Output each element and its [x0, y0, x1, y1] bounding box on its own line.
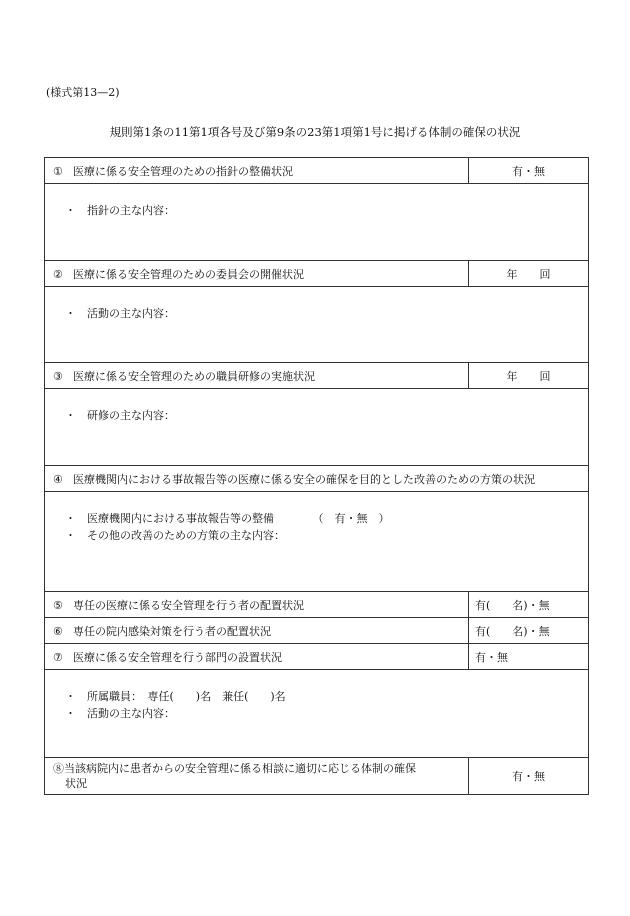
- bullet: ・: [65, 204, 76, 217]
- item-1-number: ①: [53, 164, 63, 178]
- item-2-detail-row: [45, 287, 589, 363]
- item-4-label: 医療機関内における事故報告等の医療に係る安全の確保を目的とした改善のための方策の状況: [73, 472, 535, 486]
- detail-text: 活動の主な内容：: [87, 707, 175, 720]
- item-6-label-cell: [45, 618, 469, 644]
- item-1-answer: 有・無: [469, 158, 589, 184]
- item-8-number: ⑧: [53, 762, 64, 775]
- item-3-number: ③: [53, 369, 63, 383]
- item-4-row: [45, 466, 589, 492]
- status-table: [44, 157, 589, 795]
- item-3-label-cell: [45, 363, 469, 389]
- page-title: 規則第1条の11第1項各号及び第9条の23第1項第1号に掲げる体制の確保の状況: [109, 125, 521, 139]
- detail-text: 活動の主な内容：: [87, 307, 175, 320]
- detail-line: [65, 510, 588, 527]
- item-5-label: 専任の医療に係る安全管理を行う者の配置状況: [73, 598, 304, 612]
- item-5-answer: 有( 名)・無: [469, 592, 589, 618]
- bullet: ・: [65, 409, 76, 422]
- item-2-number: ②: [53, 267, 63, 281]
- item-7-row: [45, 644, 589, 670]
- item-6-label: 専任の院内感染対策を行う者の配置状況: [73, 624, 271, 638]
- bullet: ・: [65, 707, 76, 720]
- item-8-label-line2: 状況: [65, 777, 87, 790]
- detail-text: 指針の主な内容：: [87, 204, 175, 217]
- item-7-detail: [45, 670, 589, 758]
- item-8-answer: 有・無: [469, 758, 589, 795]
- item-6-number: ⑥: [53, 624, 63, 638]
- item-7-answer: 有・無: [469, 644, 589, 670]
- detail-text: 所属職員： 専任( )名 兼任( )名: [87, 690, 286, 703]
- item-1-detail: [45, 184, 589, 261]
- item-2-detail: [45, 287, 589, 363]
- item-7-label: 医療に係る安全管理を行う部門の設置状況: [73, 650, 282, 664]
- item-5-number: ⑤: [53, 598, 63, 612]
- item-1-detail-row: [45, 184, 589, 261]
- item-8-label-cell: [45, 758, 469, 795]
- item-1-row: [45, 158, 589, 184]
- item-3-detail-row: [45, 389, 589, 466]
- item-2-row: [45, 261, 589, 287]
- item-3-row: [45, 363, 589, 389]
- item-3-answer: 年 回: [469, 363, 589, 389]
- item-7-label-cell: [45, 644, 469, 670]
- detail-line: [65, 202, 588, 219]
- detail-text: 研修の主な内容：: [87, 409, 175, 422]
- item-6-row: [45, 618, 589, 644]
- form-id: (様式第13—2): [46, 86, 120, 99]
- detail-line: [65, 527, 588, 544]
- bullet: ・: [65, 529, 76, 542]
- item-1-label-cell: [45, 158, 469, 184]
- item-8-row: [45, 758, 589, 795]
- item-3-label: 医療に係る安全管理のための職員研修の実施状況: [73, 369, 315, 383]
- item-7-detail-row: [45, 670, 589, 758]
- detail-line: [65, 705, 588, 722]
- bullet: ・: [65, 512, 76, 525]
- item-8-label-line1: 当該病院内に患者からの安全管理に係る相談に適切に応じる体制の確保: [64, 762, 416, 775]
- detail-line: [65, 305, 588, 322]
- bullet: ・: [65, 690, 76, 703]
- item-4-label-cell: [45, 466, 589, 492]
- item-1-label: 医療に係る安全管理のための指針の整備状況: [73, 164, 293, 178]
- detail-text: その他の改善のための方策の主な内容：: [87, 529, 285, 542]
- item-4-detail-row: [45, 492, 589, 592]
- item-2-label: 医療に係る安全管理のための委員会の開催状況: [73, 267, 304, 281]
- item-4-detail: [45, 492, 589, 592]
- bullet: ・: [65, 307, 76, 320]
- item-3-detail: [45, 389, 589, 466]
- detail-line: [65, 688, 588, 705]
- item-7-number: ⑦: [53, 650, 63, 664]
- detail-text: 医療機関内における事故報告等の整備 （ 有・無 ）: [87, 512, 390, 525]
- item-5-label-cell: [45, 592, 469, 618]
- detail-line: [65, 407, 588, 424]
- item-2-label-cell: [45, 261, 469, 287]
- item-5-row: [45, 592, 589, 618]
- item-4-number: ④: [53, 472, 63, 486]
- item-2-answer: 年 回: [469, 261, 589, 287]
- item-6-answer: 有( 名)・無: [469, 618, 589, 644]
